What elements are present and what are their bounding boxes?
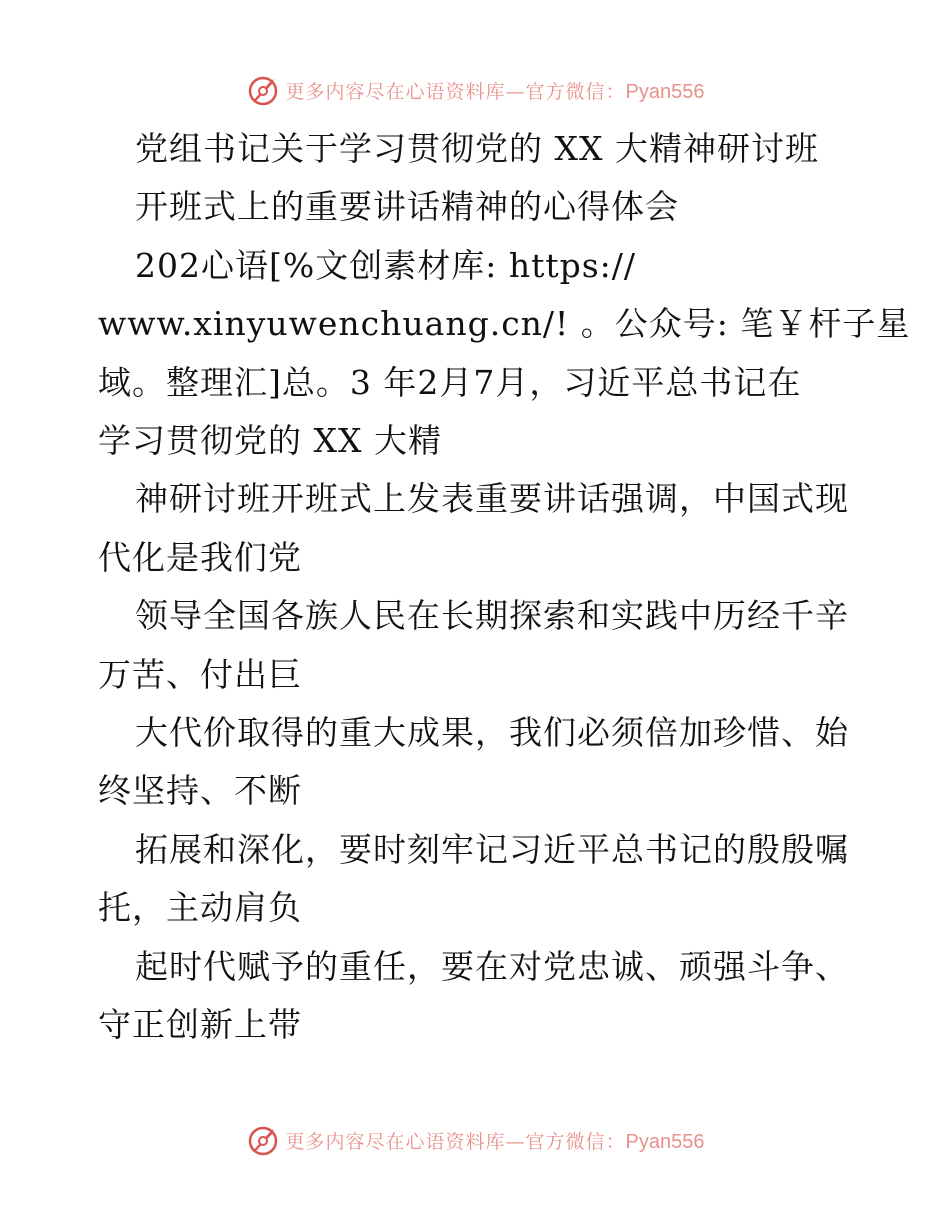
document-line: 神研讨班开班式上发表重要讲话强调，中国式现 — [135, 479, 849, 519]
footer-contact: Pyan556 — [625, 1130, 705, 1153]
document-line: 党组书记关于学习贯彻党的 XX 大精神研讨班 — [135, 129, 819, 168]
header-brand-text: 更多内容尽在心语资料库—官方微信： — [285, 80, 626, 103]
document-line: 域。整理汇]总。3 年2月7月，习近平总书记在 — [98, 362, 802, 402]
document-line: 起时代赋予的重任，要在对党忠诚、顽强斗争、 — [135, 946, 849, 986]
document-line: 202心语[%文创素材库: https:// — [135, 245, 637, 285]
document-line: 代化是我们党 — [98, 537, 302, 577]
document-body — [98, 120, 911, 1055]
document-line: 万苦、付出巨 — [98, 654, 302, 694]
header-brand — [286, 77, 705, 104]
document-line: www.xinyuwenchuang.cn/! 。公众号: 笔￥杆子星 — [98, 304, 911, 344]
document-line: 大代价取得的重大成果，我们必须倍加珍惜、始 — [135, 713, 849, 753]
footer-brand — [286, 1127, 705, 1154]
footer-brand-text: 更多内容尽在心语资料库—官方微信： — [285, 1130, 626, 1153]
footer-banner — [0, 1120, 950, 1160]
document-line: 领导全国各族人民在长期探索和实践中历经千辛 — [135, 596, 849, 636]
pen-in-circle-icon — [246, 1123, 280, 1157]
document-line: 拓展和深化，要时刻牢记习近平总书记的殷殷嘱 — [135, 829, 849, 869]
document-line: 守正创新上带 — [98, 1005, 302, 1045]
header-banner — [0, 70, 950, 110]
document-line: 学习贯彻党的 XX 大精 — [98, 421, 442, 461]
header-contact: Pyan556 — [625, 80, 705, 103]
pen-in-circle-icon — [246, 73, 280, 107]
document-line: 终坚持、不断 — [98, 771, 302, 811]
document-line: 托，主动肩负 — [98, 888, 302, 928]
document-line: 开班式上的重要讲话精神的心得体会 — [135, 187, 679, 227]
